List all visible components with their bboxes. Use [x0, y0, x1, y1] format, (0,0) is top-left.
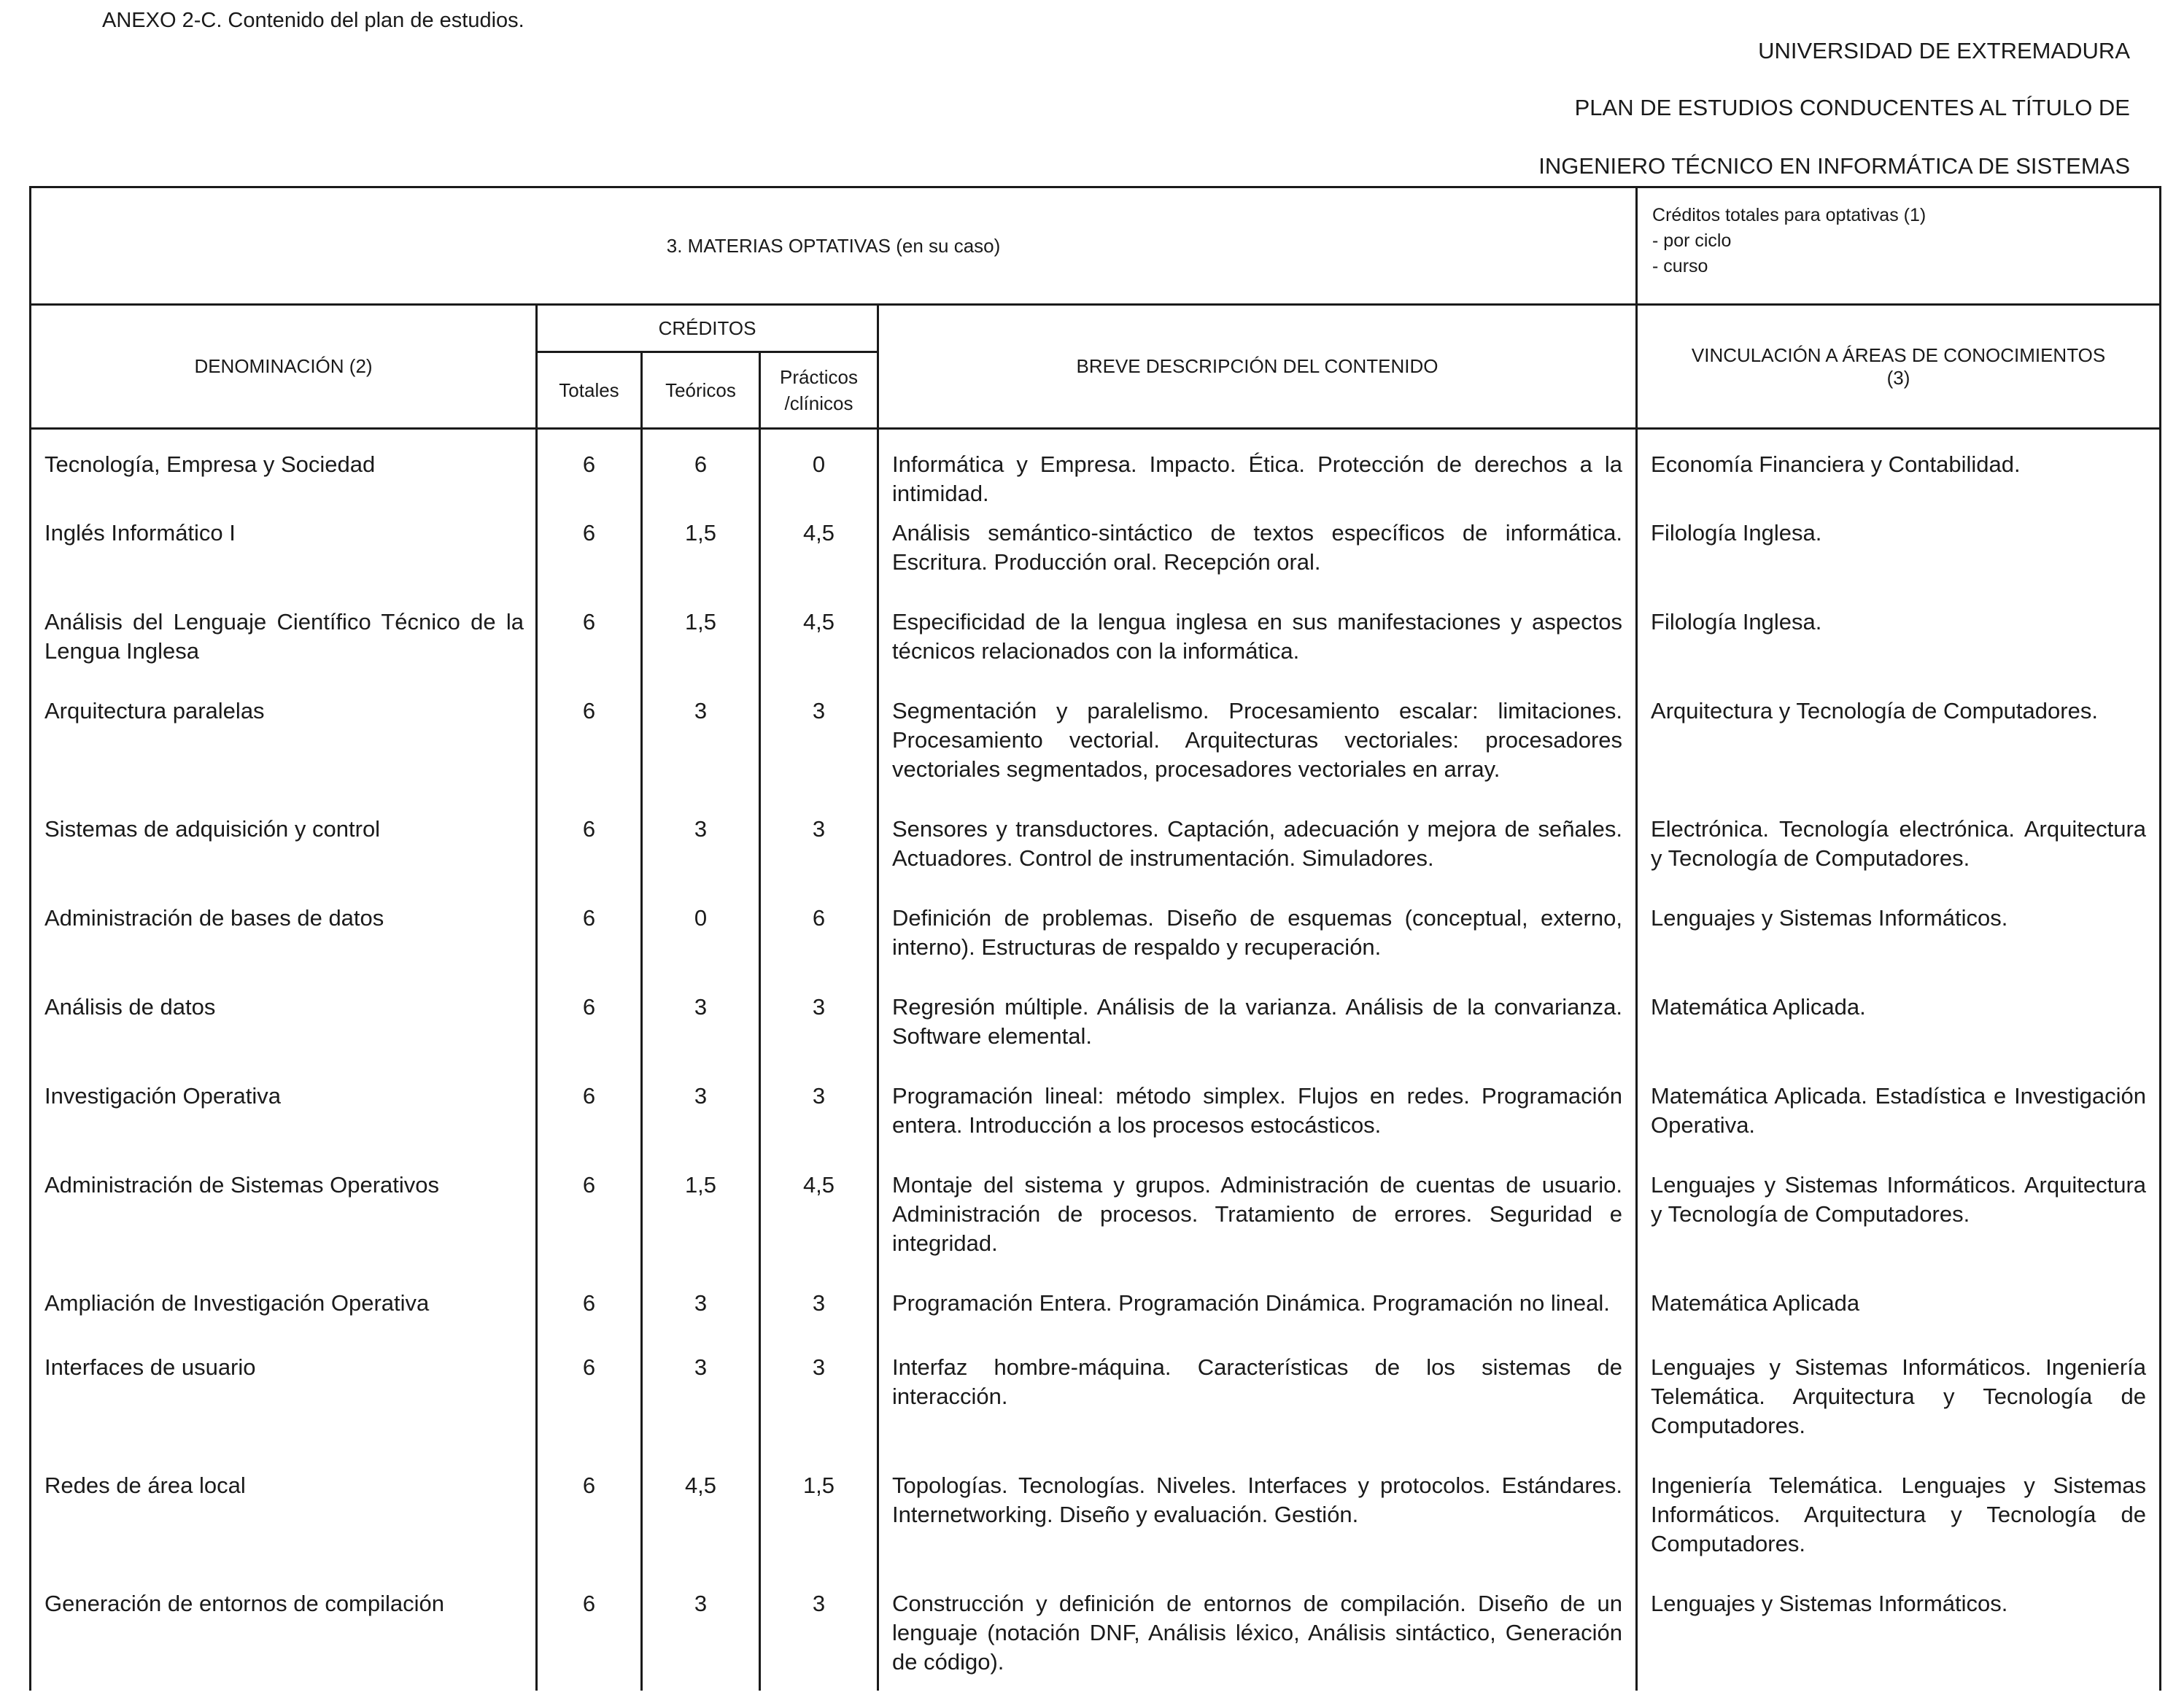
university-name: UNIVERSIDAD DE EXTREMADURA [1758, 38, 2130, 63]
credits-practicos: 4,5 [760, 607, 878, 696]
credits-totales: 6 [537, 607, 642, 696]
section-title: 3. MATERIAS OPTATIVAS (en su caso) [31, 187, 1637, 305]
subject-name: Redes de área local [31, 1470, 537, 1588]
header-creditos: CRÉDITOS [537, 305, 878, 352]
subject-name: Análisis de datos [31, 992, 537, 1081]
knowledge-area: Filología Inglesa. [1637, 607, 2161, 696]
subject-description: Segmentación y paralelismo. Procesamiento escalar: limitaciones. Procesamiento vectorial. Arquitecturas vectoriales: procesadores vectoriales segmentados, procesadores vectoriales en array. [878, 696, 1637, 814]
credits-teoricos: 3 [642, 1352, 760, 1470]
total-credits-note-line3: - curso [1652, 256, 1708, 276]
knowledge-area: Lenguajes y Sistemas Informáticos. Ingeniería Telemática. Arquitectura y Tecnología de Computadores. [1637, 1352, 2161, 1470]
subject-name: Inglés Informático I [31, 518, 537, 607]
plan-title: PLAN DE ESTUDIOS CONDUCENTES AL TÍTULO DE [1574, 95, 2130, 120]
header-practicos [760, 352, 878, 429]
optional-subjects-table [29, 186, 2161, 1691]
annex-title: ANEXO 2-C. Contenido del plan de estudios. [102, 9, 524, 32]
table-row [31, 1081, 2161, 1170]
header-teoricos: Teóricos [642, 352, 760, 429]
header-vinculacion [1637, 305, 2161, 429]
total-credits-note-line1: Créditos totales para optativas (1) [1652, 205, 1927, 225]
credits-practicos: 0 [760, 429, 878, 518]
credits-teoricos: 0 [642, 903, 760, 992]
subject-description: Montaje del sistema y grupos. Administración de cuentas de usuario. Administración de procesos. Tratamiento de errores. Seguridad e integridad. [878, 1170, 1637, 1288]
credits-totales: 6 [537, 696, 642, 814]
credits-teoricos: 3 [642, 992, 760, 1081]
table-row [31, 1170, 2161, 1288]
table-row [31, 607, 2161, 696]
total-credits-note [1637, 187, 2161, 305]
knowledge-area: Economía Financiera y Contabilidad. [1637, 429, 2161, 518]
table-row [31, 903, 2161, 992]
table-row [31, 518, 2161, 607]
knowledge-area: Electrónica. Tecnología electrónica. Arquitectura y Tecnología de Computadores. [1637, 814, 2161, 903]
credits-totales: 6 [537, 1081, 642, 1170]
subject-description: Informática y Empresa. Impacto. Ética. Protección de derechos a la intimidad. [878, 429, 1637, 518]
credits-practicos: 3 [760, 1081, 878, 1170]
credits-totales: 6 [537, 903, 642, 992]
subject-name: Ampliación de Investigación Operativa [31, 1288, 537, 1352]
credits-totales: 6 [537, 1170, 642, 1288]
subject-name: Administración de Sistemas Operativos [31, 1170, 537, 1288]
credits-totales: 6 [537, 1288, 642, 1352]
credits-totales: 6 [537, 429, 642, 518]
knowledge-area: Arquitectura y Tecnología de Computadores. [1637, 696, 2161, 814]
knowledge-area: Lenguajes y Sistemas Informáticos. [1637, 903, 2161, 992]
credits-teoricos: 3 [642, 1288, 760, 1352]
credits-totales: 6 [537, 1352, 642, 1470]
table-row [31, 814, 2161, 903]
subject-name: Interfaces de usuario [31, 1352, 537, 1470]
table-row [31, 1588, 2161, 1691]
subject-name: Análisis del Lenguaje Científico Técnico de la Lengua Inglesa [31, 607, 537, 696]
credits-practicos: 6 [760, 903, 878, 992]
subject-description: Interfaz hombre-máquina. Características de los sistemas de interacción. [878, 1352, 1637, 1470]
subject-name: Administración de bases de datos [31, 903, 537, 992]
table-row [31, 1288, 2161, 1352]
subject-description: Programación lineal: método simplex. Flujos en redes. Programación entera. Introducción a los procesos estocásticos. [878, 1081, 1637, 1170]
header-vinculacion-line2: (3) [1886, 366, 1910, 389]
subject-name: Tecnología, Empresa y Sociedad [31, 429, 537, 518]
credits-teoricos: 1,5 [642, 518, 760, 607]
subject-name: Generación de entornos de compilación [31, 1588, 537, 1691]
knowledge-area: Ingeniería Telemática. Lenguajes y Sistemas Informáticos. Arquitectura y Tecnología de Computadores. [1637, 1470, 2161, 1588]
degree-title: INGENIERO TÉCNICO EN INFORMÁTICA DE SISTEMAS [1538, 153, 2130, 179]
header-vinculacion-line1: VINCULACIÓN A ÁREAS DE CONOCIMIENTOS [1691, 344, 2106, 366]
credits-teoricos: 4,5 [642, 1470, 760, 1588]
knowledge-area: Lenguajes y Sistemas Informáticos. Arquitectura y Tecnología de Computadores. [1637, 1170, 2161, 1288]
subject-name: Investigación Operativa [31, 1081, 537, 1170]
credits-totales: 6 [537, 814, 642, 903]
subject-description: Programación Entera. Programación Dinámica. Programación no lineal. [878, 1288, 1637, 1352]
credits-practicos: 4,5 [760, 1170, 878, 1288]
knowledge-area: Matemática Aplicada. [1637, 992, 2161, 1081]
subject-name: Sistemas de adquisición y control [31, 814, 537, 903]
credits-practicos: 3 [760, 1588, 878, 1691]
table-row [31, 696, 2161, 814]
credits-teoricos: 3 [642, 1588, 760, 1691]
credits-practicos: 4,5 [760, 518, 878, 607]
header-descripcion: BREVE DESCRIPCIÓN DEL CONTENIDO [878, 305, 1637, 429]
credits-practicos: 3 [760, 814, 878, 903]
header-totales: Totales [537, 352, 642, 429]
header-practicos-line2: /clínicos [784, 392, 853, 414]
credits-practicos: 3 [760, 1288, 878, 1352]
credits-practicos: 3 [760, 992, 878, 1081]
credits-teoricos: 1,5 [642, 1170, 760, 1288]
credits-totales: 6 [537, 518, 642, 607]
credits-practicos: 3 [760, 696, 878, 814]
credits-teoricos: 3 [642, 696, 760, 814]
total-credits-note-line2: - por ciclo [1652, 230, 1732, 251]
table-row [31, 1470, 2161, 1588]
subject-description: Especificidad de la lengua inglesa en sus manifestaciones y aspectos técnicos relacionados con la informática. [878, 607, 1637, 696]
table-row [31, 992, 2161, 1081]
credits-teoricos: 1,5 [642, 607, 760, 696]
credits-totales: 6 [537, 1588, 642, 1691]
credits-totales: 6 [537, 1470, 642, 1588]
subject-description: Topologías. Tecnologías. Niveles. Interfaces y protocolos. Estándares. Internetworking. Diseño y evaluación. Gestión. [878, 1470, 1637, 1588]
credits-practicos: 1,5 [760, 1470, 878, 1588]
table-row [31, 429, 2161, 518]
subject-description: Definición de problemas. Diseño de esquemas (conceptual, externo, interno). Estructuras de respaldo y recuperación. [878, 903, 1637, 992]
credits-totales: 6 [537, 992, 642, 1081]
subject-description: Análisis semántico-sintáctico de textos específicos de informática. Escritura. Producción oral. Recepción oral. [878, 518, 1637, 607]
header-denominacion: DENOMINACIÓN (2) [31, 305, 537, 429]
subject-description: Regresión múltiple. Análisis de la varianza. Análisis de la convarianza. Software elemental. [878, 992, 1637, 1081]
credits-practicos: 3 [760, 1352, 878, 1470]
credits-teoricos: 6 [642, 429, 760, 518]
knowledge-area: Filología Inglesa. [1637, 518, 2161, 607]
subject-description: Construcción y definición de entornos de compilación. Diseño de un lenguaje (notación DNF, Análisis léxico, Análisis sintáctico, Generación de código). [878, 1588, 1637, 1691]
knowledge-area: Matemática Aplicada. Estadística e Investigación Operativa. [1637, 1081, 2161, 1170]
header-practicos-line1: Prácticos [780, 366, 858, 388]
knowledge-area: Lenguajes y Sistemas Informáticos. [1637, 1588, 2161, 1691]
subject-description: Sensores y transductores. Captación, adecuación y mejora de señales. Actuadores. Control de instrumentación. Simuladores. [878, 814, 1637, 903]
table-row [31, 1352, 2161, 1470]
credits-teoricos: 3 [642, 1081, 760, 1170]
subject-name: Arquitectura paralelas [31, 696, 537, 814]
credits-teoricos: 3 [642, 814, 760, 903]
knowledge-area: Matemática Aplicada [1637, 1288, 2161, 1352]
